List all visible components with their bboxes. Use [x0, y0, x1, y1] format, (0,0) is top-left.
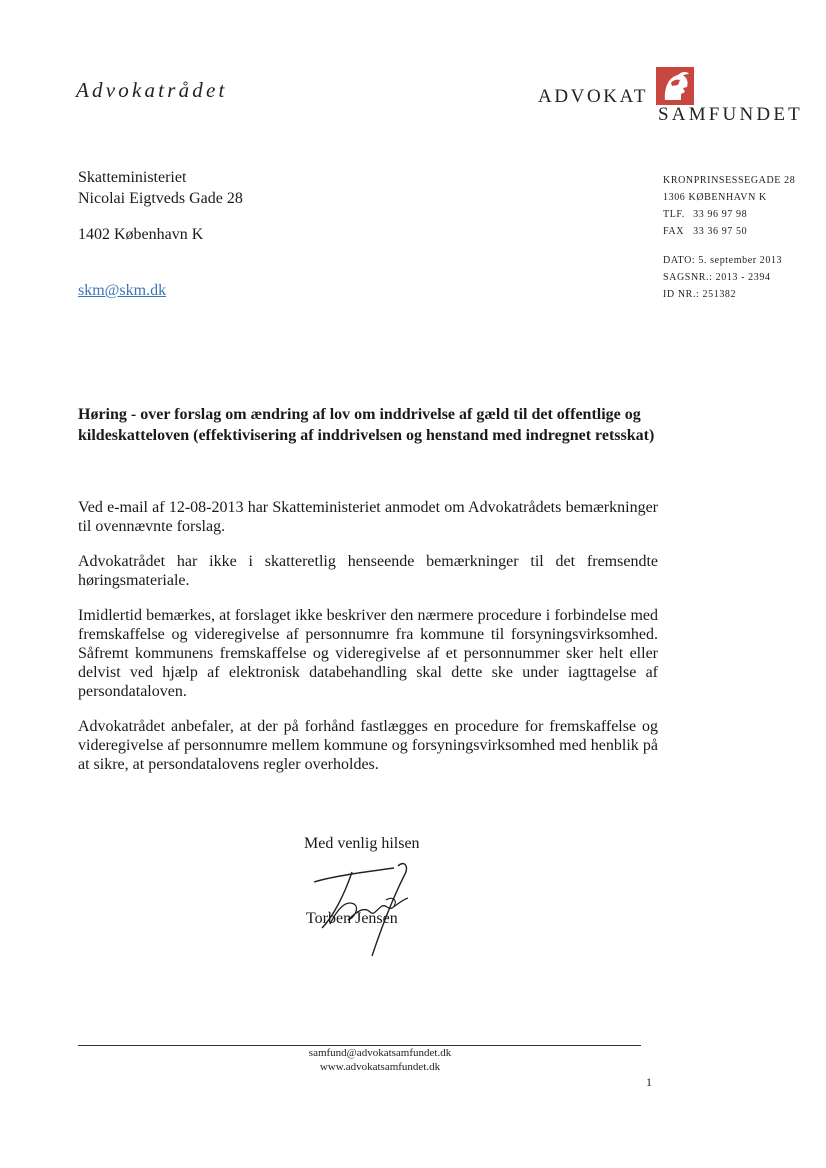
closing-greeting: Med venlig hilsen	[304, 835, 420, 852]
sender-info	[663, 172, 795, 303]
recipient-street: Nicolai Eigtveds Gade 28	[78, 190, 243, 207]
advokatsamfundet-brand-top: ADVOKAT	[538, 86, 649, 107]
knight-helmet-icon	[656, 67, 694, 105]
paragraph: Advokatrådet anbefaler, at der på forhånd fastlægges en procedure for fremskaffelse og videregivelse af personnumre mellem kommune og forsyningsvirksomhed med henblik på at sikre, at persondatalovens regler overholdes.	[78, 718, 658, 773]
phone-label: TLF.	[663, 209, 685, 220]
case-number: SAGSNR.: 2013 - 2394	[663, 272, 771, 283]
recipient-email-link[interactable]: skm@skm.dk	[78, 282, 167, 299]
page-number: 1	[646, 1075, 652, 1089]
footer-divider	[78, 1045, 641, 1046]
footer-email[interactable]: samfund@advokatsamfundet.dk	[308, 1047, 452, 1059]
recipient-name: Skatteministeriet	[78, 169, 187, 186]
footer-website[interactable]: www.advokatsamfundet.dk	[319, 1061, 441, 1073]
signer-name: Torben Jensen	[306, 910, 398, 927]
sender-phone	[663, 206, 795, 223]
phone-value: 33 96 97 98	[693, 209, 748, 220]
fax-label: FAX	[663, 226, 685, 237]
letter-body	[78, 498, 658, 790]
advokatsamfundet-brand-bottom: SAMFUNDET	[658, 104, 803, 125]
sender-fax	[663, 223, 795, 240]
id-number: ID NR.: 251382	[663, 289, 737, 300]
paragraph: Advokatrådet har ikke i skatteretlig henseende bemærkninger til det fremsendte høringsmateriale.	[78, 553, 658, 589]
paragraph: Ved e-mail af 12-08-2013 har Skatteministeriet anmodet om Advokatrådets bemærkninger til ovennævnte forslag.	[78, 499, 658, 535]
sender-city: 1306 KØBENHAVN K	[663, 192, 767, 203]
advokatraadet-brand: Advokatrådet	[76, 78, 228, 102]
sender-street: KRONPRINSESSEGADE 28	[663, 175, 796, 186]
fax-value: 33 36 97 50	[693, 226, 748, 237]
recipient-city: 1402 København K	[78, 226, 204, 243]
paragraph: Imidlertid bemærkes, at forslaget ikke beskriver den nærmere procedure i forbindelse med fremskaffelse og videregivelse af personnumre fra kommune til forsyningsvirksomhed. Såfremt kommunens fremskaffelse og videregivelse af et personnummer sker helt eller delvist ved hjælp af elektronisk databehandling skal dette ske under iagttagelse af persondataloven.	[78, 607, 658, 700]
letter-title: Høring - over forslag om ændring af lov om inddrivelse af gæld til det offentlige og kildeskatteloven (effektivisering af inddrivelsen og henstand med indregnet retsskat)	[78, 406, 655, 444]
recipient-address	[78, 167, 243, 209]
letter-date: DATO: 5. september 2013	[663, 255, 783, 266]
